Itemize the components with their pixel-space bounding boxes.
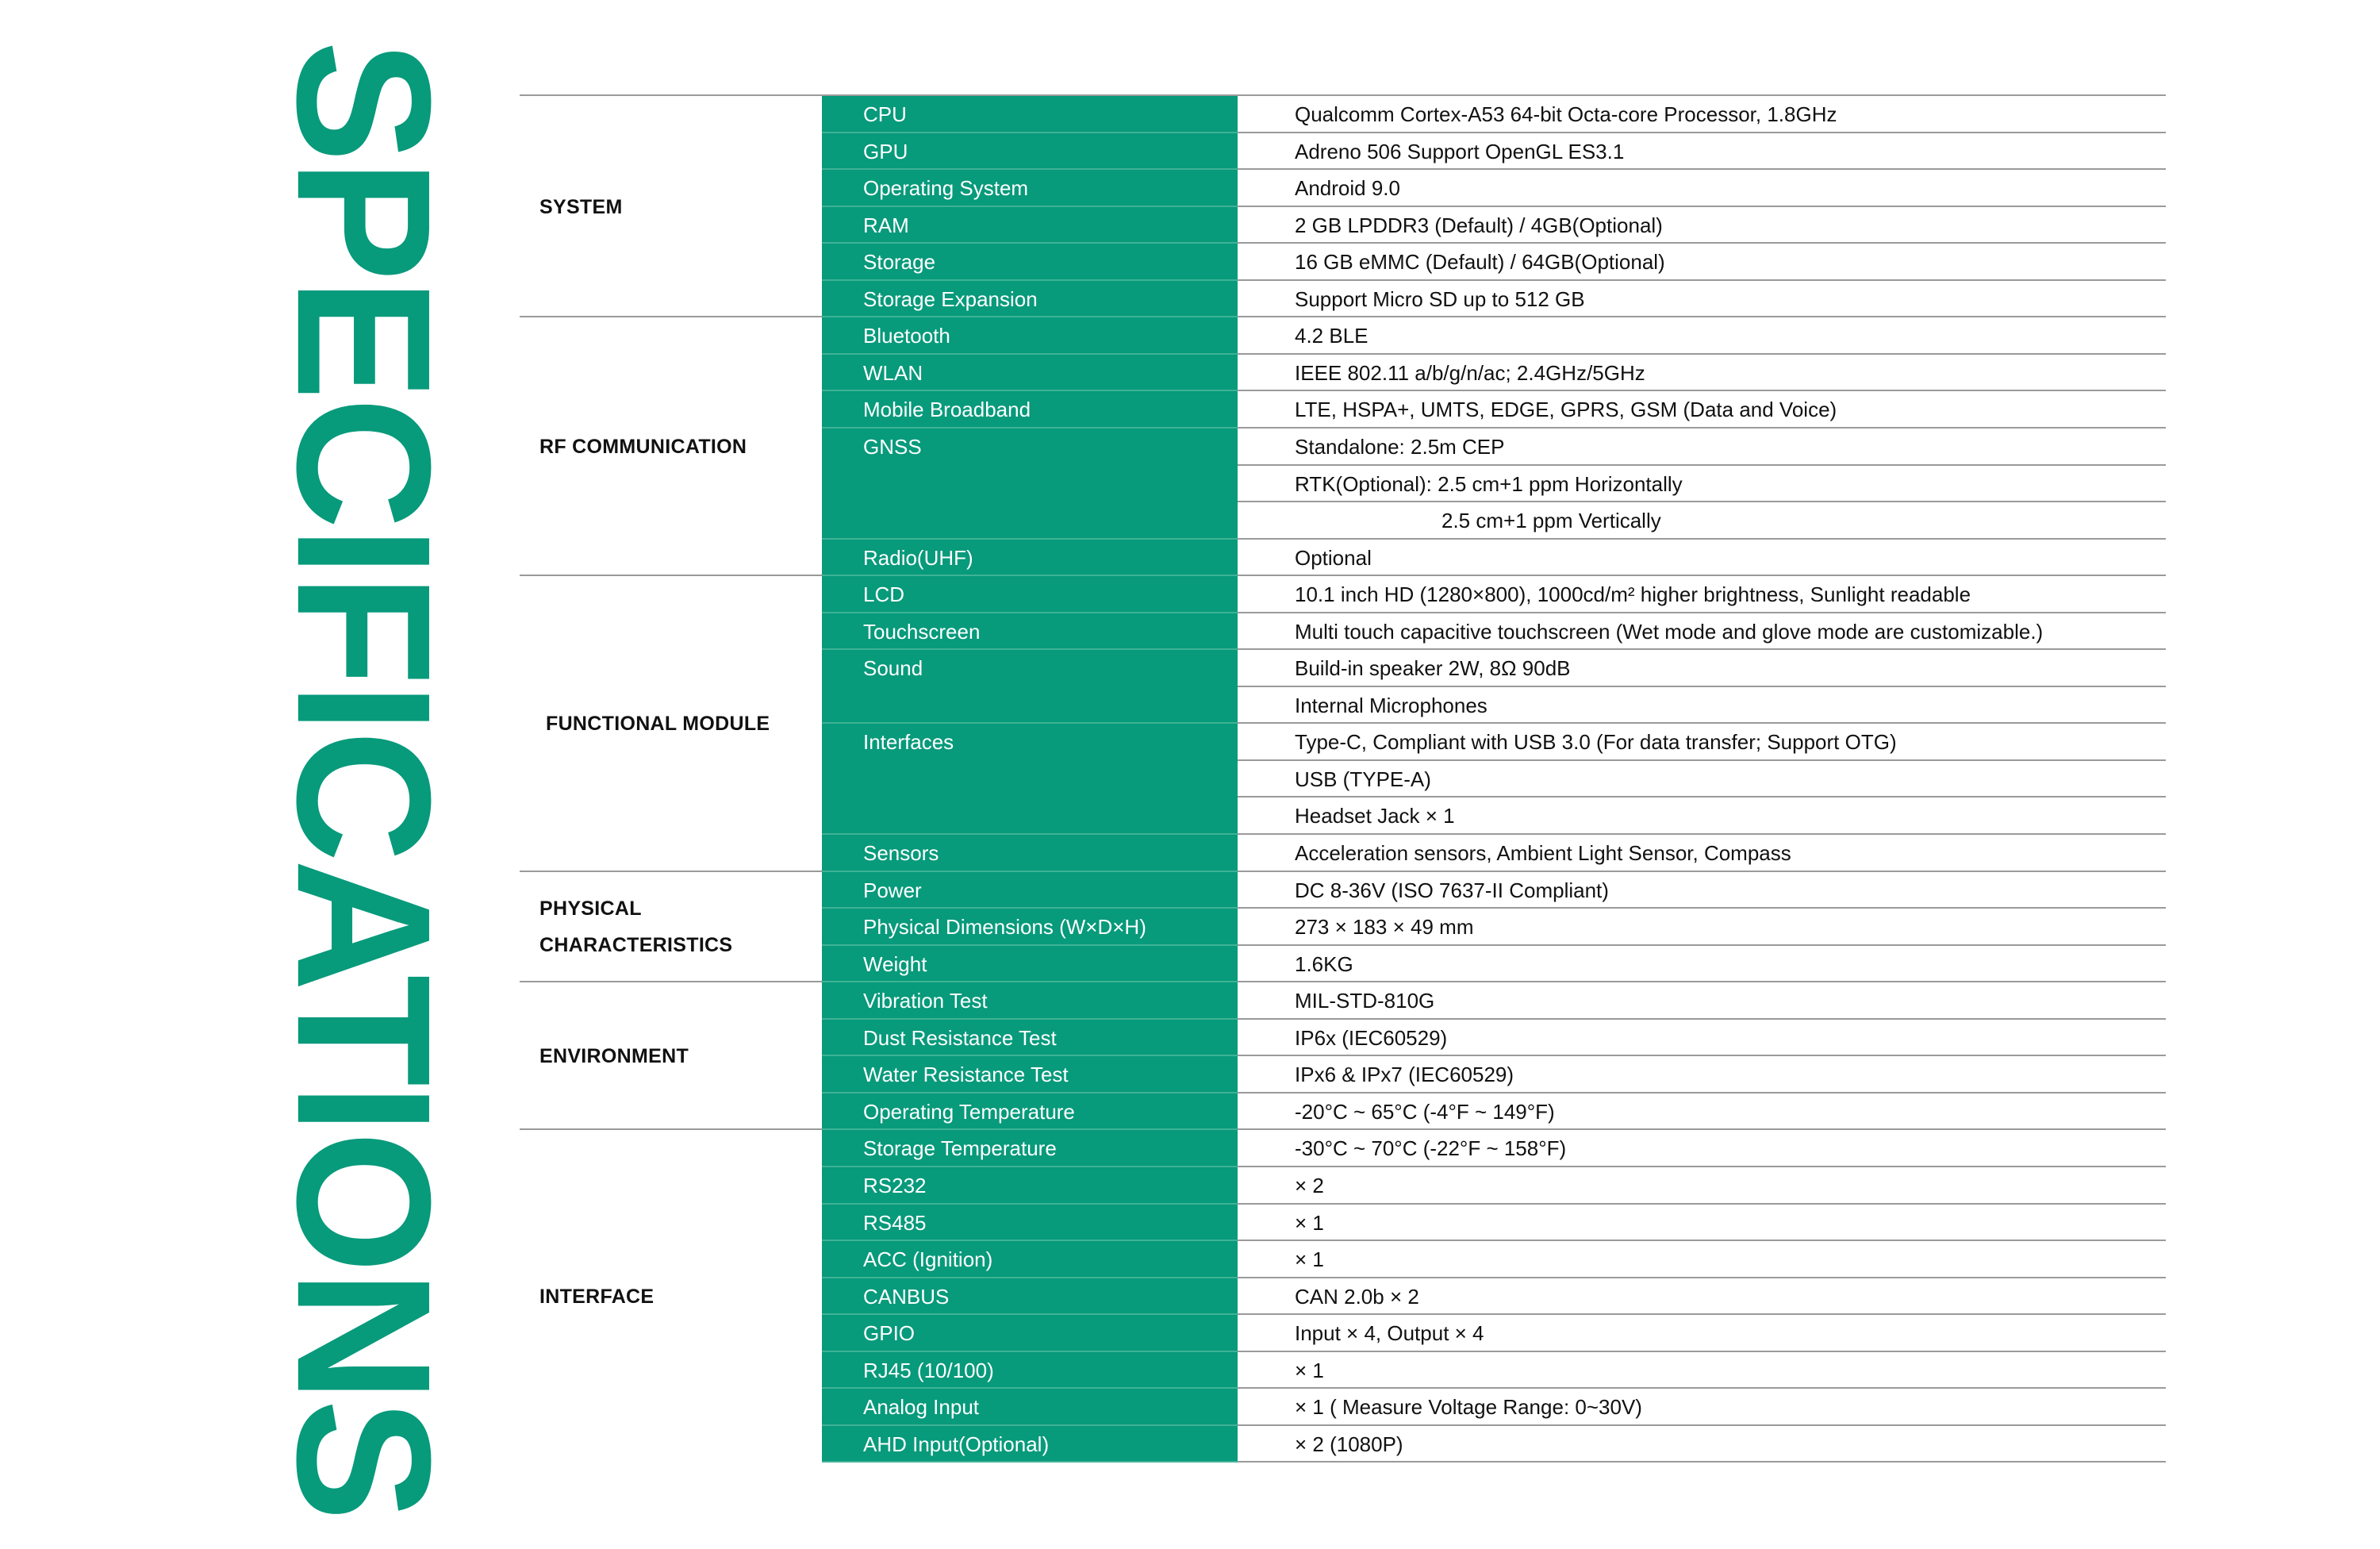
spec-value: 1.6KG — [1295, 951, 1353, 976]
row-divider — [1238, 1166, 2166, 1167]
spec-label: Physical Dimensions (W×D×H) — [863, 915, 1146, 940]
spec-value: 10.1 inch HD (1280×800), 1000cd/m² higher brightness, Sunlight readable — [1295, 582, 1971, 607]
spec-label: Radio(UHF) — [863, 545, 973, 570]
spec-label: Storage Expansion — [863, 286, 1038, 311]
spec-label: Bluetooth — [863, 324, 950, 348]
spec-value: Acceleration sensors, Ambient Light Sensor, Compass — [1295, 841, 1791, 865]
spec-label: Interfaces — [863, 730, 954, 755]
spec-value: × 1 ( Measure Voltage Range: 0~30V) — [1295, 1395, 1642, 1420]
spec-value: Internal Microphones — [1295, 693, 1488, 717]
spec-value: × 1 — [1295, 1210, 1324, 1235]
spec-label: GPIO — [863, 1321, 916, 1346]
spec-value: -30°C ~ 70°C (-22°F ~ 158°F) — [1295, 1136, 1567, 1161]
section-divider — [520, 981, 822, 982]
spec-label: Weight — [863, 951, 927, 976]
spec-value: 2 GB LPDDR3 (Default) / 4GB(Optional) — [1295, 213, 1663, 237]
spec-label: RS485 — [863, 1210, 927, 1235]
spec-label: Analog Input — [863, 1395, 980, 1420]
spec-label: RS232 — [863, 1173, 927, 1197]
spec-value: Optional — [1295, 545, 1372, 570]
section-divider — [520, 1128, 822, 1130]
spec-value: Input × 4, Output × 4 — [1295, 1321, 1484, 1346]
row-divider — [1238, 316, 2166, 317]
spec-value: Type-C, Compliant with USB 3.0 (For data transfer; Support OTG) — [1295, 730, 1897, 755]
row-divider — [1238, 944, 2166, 946]
section-divider — [520, 575, 822, 576]
spec-value: Standalone: 2.5m CEP — [1295, 434, 1505, 459]
spec-value: Support Micro SD up to 512 GB — [1295, 286, 1585, 311]
spec-value: Android 9.0 — [1295, 176, 1400, 201]
section-title: SYSTEM — [539, 195, 623, 218]
row-divider — [1238, 1203, 2166, 1205]
spec-value: IPx6 & IPx7 (IEC60529) — [1295, 1063, 1514, 1087]
spec-label: Operating Temperature — [863, 1099, 1075, 1124]
spec-label: Mobile Broadband — [863, 398, 1031, 422]
spec-label: RJ45 (10/100) — [863, 1358, 994, 1382]
spec-label: GPU — [863, 139, 908, 163]
spec-label: Dust Resistance Test — [863, 1025, 1057, 1050]
spec-value: Build-in speaker 2W, 8Ω 90dB — [1295, 656, 1571, 681]
spec-value: 16 GB eMMC (Default) / 64GB(Optional) — [1295, 250, 1665, 275]
spec-label: Storage — [863, 250, 936, 275]
spec-value: IP6x (IEC60529) — [1295, 1025, 1448, 1050]
spec-label: Storage Temperature — [863, 1136, 1057, 1161]
section-divider — [520, 316, 822, 317]
spec-value: CAN 2.0b × 2 — [1295, 1284, 1419, 1309]
spec-value: × 1 — [1295, 1358, 1324, 1382]
spec-label: Operating System — [863, 176, 1029, 201]
spec-label: Power — [863, 878, 922, 902]
spec-value: USB (TYPE-A) — [1295, 767, 1431, 791]
spec-value: 4.2 BLE — [1295, 324, 1368, 348]
section-divider — [520, 871, 822, 872]
spec-value: 2.5 cm+1 ppm Vertically — [1441, 509, 1661, 533]
spec-label: Water Resistance Test — [863, 1063, 1069, 1087]
spec-label: RAM — [863, 213, 909, 237]
section-title: CHARACTERISTICS — [539, 934, 733, 957]
row-divider — [1238, 538, 2166, 540]
spec-value: × 2 — [1295, 1173, 1324, 1197]
spec-value: -20°C ~ 65°C (-4°F ~ 149°F) — [1295, 1099, 1555, 1124]
spec-label: AHD Input(Optional) — [863, 1432, 1050, 1456]
label-divider — [822, 1461, 1238, 1463]
row-divider — [1238, 1240, 2166, 1241]
row-divider — [1238, 1351, 2166, 1352]
spec-label: GNSS — [863, 434, 922, 459]
spec-value: Adreno 506 Support OpenGL ES3.1 — [1295, 139, 1625, 163]
spec-value: RTK(Optional): 2.5 cm+1 ppm Horizontally — [1295, 471, 1683, 496]
spec-label: ACC (Ignition) — [863, 1247, 993, 1272]
spec-label: WLAN — [863, 360, 923, 385]
section-title: ENVIRONMENT — [539, 1045, 689, 1068]
section-title: PHYSICAL — [539, 897, 642, 921]
spec-label: CANBUS — [863, 1284, 950, 1309]
specifications-vertical-title — [254, 40, 474, 1519]
spec-value: DC 8-36V (ISO 7637-II Compliant) — [1295, 878, 1609, 902]
spec-value: × 2 (1080P) — [1295, 1432, 1403, 1456]
spec-label: CPU — [863, 102, 907, 126]
spec-label: Vibration Test — [863, 989, 988, 1013]
section-title: INTERFACE — [539, 1285, 654, 1308]
row-divider — [1238, 501, 2166, 502]
spec-value: LTE, HSPA+, UMTS, EDGE, GPRS, GSM (Data and Voice) — [1295, 398, 1837, 422]
spec-value: 273 × 183 × 49 mm — [1295, 915, 1474, 940]
spec-value: MIL-STD-810G — [1295, 989, 1435, 1013]
spec-value: Multi touch capacitive touchscreen (Wet mode and glove mode are customizable.) — [1295, 619, 2044, 644]
section-title: RF COMMUNICATION — [539, 436, 747, 459]
page-title: SPECIFICATIONS — [258, 40, 471, 1519]
spec-value: IEEE 802.11 a/b/g/n/ac; 2.4GHz/5GHz — [1295, 360, 1645, 385]
spec-label: Sound — [863, 656, 923, 681]
spec-value: Qualcomm Cortex-A53 64-bit Octa-core Processor, 1.8GHz — [1295, 102, 1837, 126]
spec-label: Sensors — [863, 841, 939, 865]
spec-label: Touchscreen — [863, 619, 981, 644]
spec-value: Headset Jack × 1 — [1295, 804, 1455, 828]
section-title: FUNCTIONAL MODULE — [546, 713, 770, 736]
spec-value: × 1 — [1295, 1247, 1324, 1272]
spec-label: LCD — [863, 582, 905, 607]
row-divider — [1238, 1461, 2166, 1463]
